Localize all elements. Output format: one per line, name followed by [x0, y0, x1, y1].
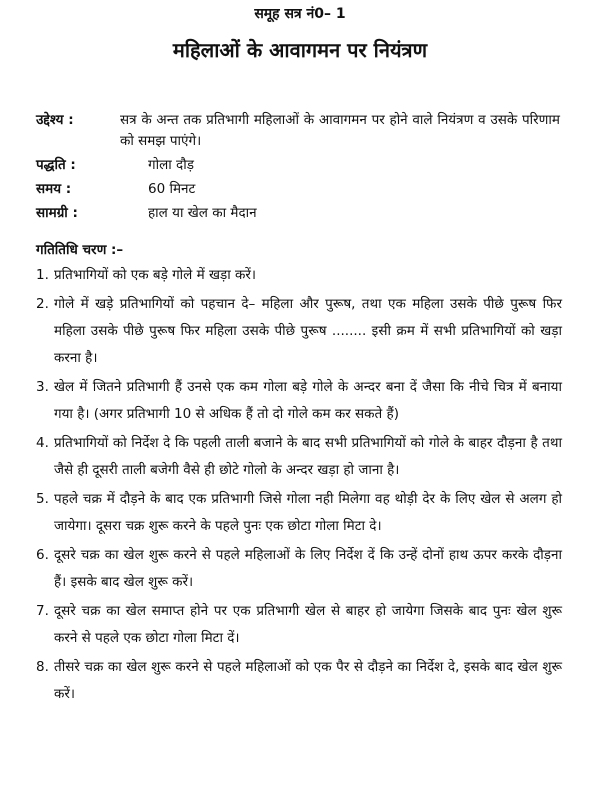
list-item: [36, 262, 562, 289]
objective-value: सत्र के अन्त तक प्रतिभागी महिलाओं के आवागमन पर होने वाले नियंत्रण व उसके परिणाम को समझ पाएंगे।: [120, 112, 560, 149]
step-number: 7.: [36, 603, 49, 619]
list-item: [36, 430, 562, 484]
activity-steps-heading: गतितिधि चरण :–: [36, 242, 124, 258]
step-number: 8.: [36, 659, 49, 675]
method-row: [36, 155, 566, 176]
step-text: पहले चक्र में दौड़ने के बाद एक प्रतिभागी जिसे गोला नही मिलेगा वह थोड़ी देर के लिए खेल से अलग हो जायेगा। दूसरा चक्र शुरू करने के पहले पुनः एक छोटा गोला मिटा दे।: [54, 491, 562, 534]
material-label: सामग्री :: [36, 205, 78, 221]
step-number: 6.: [36, 547, 49, 563]
time-value: 60 मिनट: [148, 181, 196, 197]
session-number: समूह सत्र नं0– 1: [254, 6, 346, 22]
step-text: दूसरे चक्र का खेल शुरू करने से पहले महिलाओं के लिए निर्देश दें कि उन्हें दोनों हाथ ऊपर करके दौड़ना हैं। इसके बाद खेल शुरू करें।: [54, 547, 562, 590]
step-text: प्रतिभागियों को एक बड़े गोले में खड़ा करें।: [54, 267, 257, 283]
step-number: 1.: [36, 267, 49, 283]
step-number: 3.: [36, 379, 49, 395]
step-text: तीसरे चक्र का खेल शुरू करने से पहले महिलाओं को एक पैर से दौड़ने का निर्देश दे, इसके बाद खेल शुरू करें।: [54, 659, 562, 702]
step-text: प्रतिभागियों को निर्देश दे कि पहली ताली बजाने के बाद सभी प्रतिभागियों को गोले के बाहर दौड़ना है तथा जैसे ही दूसरी ताली बजेगी वैसे ही छोटे गोलो के अन्दर खड़ा हो जाना है।: [54, 435, 562, 478]
page-title: महिलाओं के आवागमन पर नियंत्रण: [172, 38, 428, 62]
step-number: 5.: [36, 491, 49, 507]
time-label: समय :: [36, 181, 72, 197]
time-row: [36, 179, 566, 200]
method-label: पद्धति :: [36, 157, 76, 173]
objective-label: उद्देश्य :: [36, 112, 74, 128]
step-text: गोले में खड़े प्रतिभागियों को पहचान दे– महिला और पुरूष, तथा एक महिला उसके पीछे पुरूष फिर महिला उसके पीछे पुरूष फिर महिला उसके पीछे पुरूष ........ इसी क्रम में सभी प्रतिभागियों को खड़ा करना है।: [54, 296, 562, 366]
objective-row: [36, 110, 566, 152]
activity-steps-list: [36, 262, 562, 710]
method-value: गोला दौड़: [148, 157, 194, 173]
list-item: [36, 291, 562, 372]
step-number: 4.: [36, 435, 49, 451]
list-item: [36, 374, 562, 428]
list-item: [36, 598, 562, 652]
list-item: [36, 654, 562, 708]
step-text: दूसरे चक्र का खेल समाप्त होने पर एक प्रतिभागी खेल से बाहर हो जायेगा जिसके बाद पुनः खेल शुरू करने से पहले एक छोटा गोला मिटा दें।: [54, 603, 562, 646]
material-row: [36, 203, 566, 224]
step-number: 2.: [36, 296, 49, 312]
list-item: [36, 542, 562, 596]
list-item: [36, 486, 562, 540]
material-value: हाल या खेल का मैदान: [148, 205, 257, 221]
step-text: खेल में जितने प्रतिभागी हैं उनसे एक कम गोला बड़े गोले के अन्दर बना दें जैसा कि नीचे चित्र में बनाया गया है। (अगर प्रतिभागी 10 से अधिक हैं तो दो गोले कम कर सकते हैं): [54, 379, 562, 422]
session-details: [36, 110, 566, 227]
